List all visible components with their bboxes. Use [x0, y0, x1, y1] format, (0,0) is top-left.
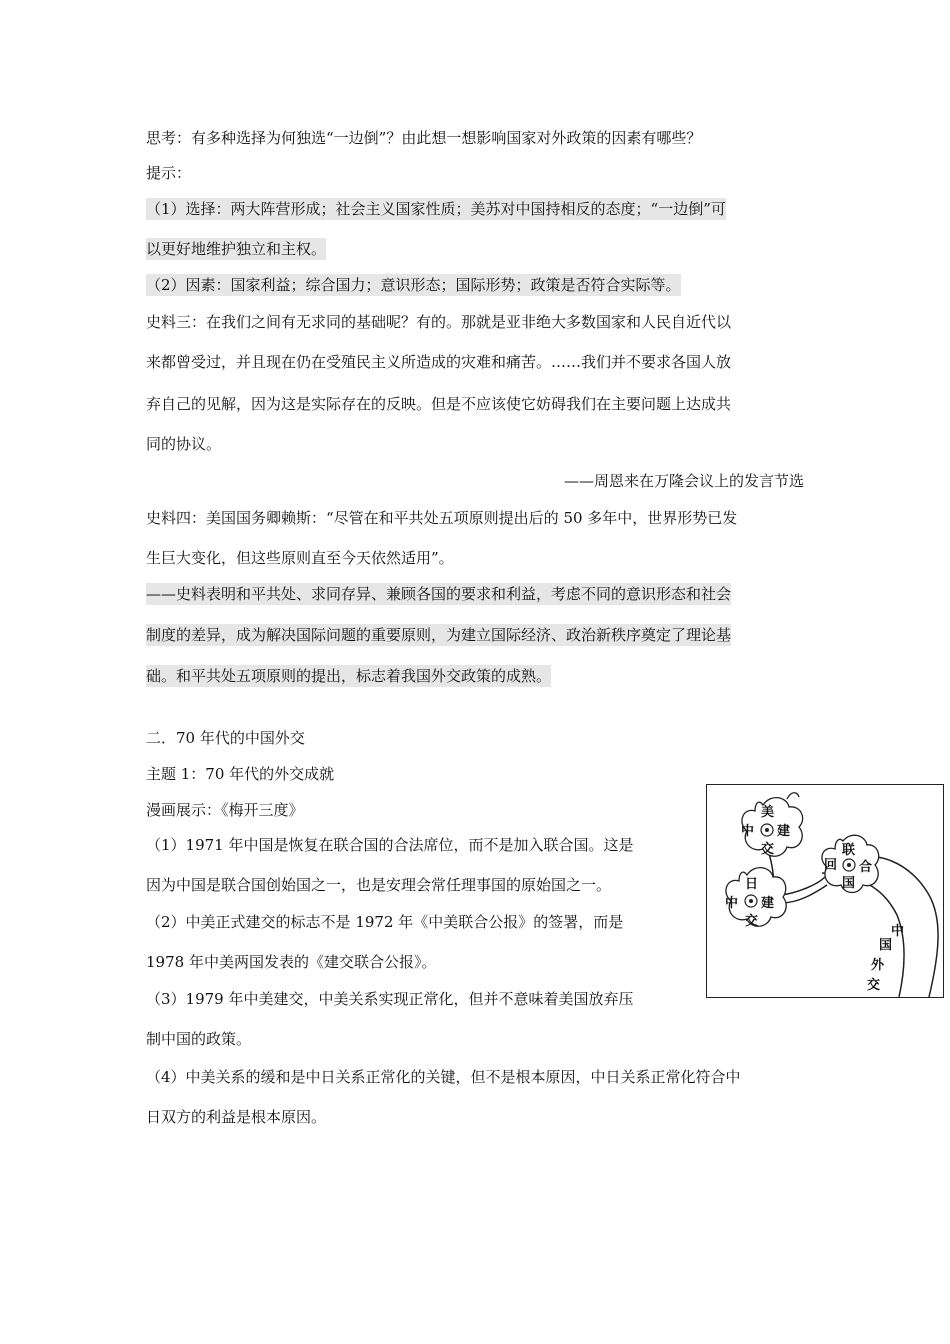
source-3-line-3: 弃自己的见解，因为这是实际存在的反映。但是不应该使它妨碍我们在主要问题上达成共 [146, 395, 732, 413]
branch-char-2: 国 [879, 938, 893, 953]
flower-us-left: 中 [741, 824, 755, 839]
flower-japan-top: 日 [745, 877, 759, 892]
flower-us-bottom: 交 [761, 842, 775, 857]
flower-japan-left: 中 [725, 896, 739, 911]
section-heading: 二．70 年代的中国外交 [146, 729, 305, 747]
branch-label [867, 923, 904, 993]
flower-us-top: 美 [761, 805, 775, 820]
branch-char-1: 中 [891, 924, 905, 939]
flower-un-left: 回 [824, 858, 838, 873]
flower-us-right: 建 [777, 824, 791, 839]
point-2-line-2: 1978 年中美两国发表的《建交联合公报》。 [146, 953, 437, 971]
flower-un-top: 联 [842, 843, 856, 858]
flower-japan-right: 建 [761, 896, 775, 911]
flower-un-right: 合 [859, 860, 873, 875]
point-1-line-2: 因为中国是联合国创始国之一，也是安理会常任理事国的原始国之一。 [146, 876, 612, 894]
point-3-line-1: （3）1979 年中美建交，中美关系实现正常化，但并不意味着美国放弃压 [146, 990, 634, 1008]
point-3-line-2: 制中国的政策。 [146, 1030, 252, 1048]
flower-un-bottom: 国 [842, 876, 856, 891]
point-2-line-1: （2）中美正式建交的标志不是 1972 年《中美联合公报》的签署，而是 [146, 913, 624, 931]
topic-heading: 主题 1：70 年代的外交成就 [146, 765, 335, 783]
source-3-line-4: 同的协议。 [146, 435, 222, 453]
flower-us [741, 793, 803, 857]
answer-1-line-1: （1）选择：两大阵营形成；社会主义国家性质；美苏对中国持相反的态度；“一边倒”可 [146, 200, 726, 218]
cartoon-caption: 漫画展示：《梅开三度》 [146, 801, 304, 819]
flower-un [822, 835, 879, 892]
flower-japan [725, 868, 786, 929]
conclusion-line-1: ——史料表明和平共处、求同存异、兼顾各国的要求和利益，考虑不同的意识形态和社会 [146, 585, 732, 603]
branch-char-4: 交 [867, 978, 881, 993]
flower-japan-bottom: 交 [745, 914, 759, 929]
branch-char-3: 外 [871, 958, 885, 973]
source-3-attribution: ——周恩来在万隆会议上的发言节选 [563, 472, 804, 490]
cartoon-drawing [707, 785, 943, 997]
source-3-line-2: 来都曾受过，并且现在仍在受殖民主义所造成的灾难和痛苦。……我们并不要求各国人放 [146, 353, 732, 371]
conclusion-line-2: 制度的差异，成为解决国际问题的重要原则，为建立国际经济、政治新秩序奠定了理论基 [146, 626, 732, 644]
plum-blossom-cartoon [706, 784, 944, 998]
answer-1-line-2: 以更好地维护独立和主权。 [146, 240, 327, 258]
answer-2: （2）因素：国家利益；综合国力；意识形态；国际形势；政策是否符合实际等。 [146, 276, 681, 294]
think-question: 思考：有多种选择为何独选“一边倒”？由此想一想影响国家对外政策的因素有哪些？ [146, 129, 702, 147]
conclusion-line-3: 础。和平共处五项原则的提出，标志着我国外交政策的成熟。 [146, 667, 552, 685]
point-1-line-1: （1）1971 年中国是恢复在联合国的合法席位，而不是加入联合国。这是 [146, 836, 634, 854]
point-4-line-2: 日双方的利益是根本原因。 [146, 1108, 327, 1126]
hint-label: 提示： [146, 164, 192, 182]
source-3-line-1: 史料三：在我们之间有无求同的基础呢？有的。那就是亚非绝大多数国家和人民自近代以 [146, 313, 732, 331]
source-4-line-1: 史料四：美国国务卿赖斯：“尽管在和平共处五项原则提出后的 50 多年中，世界形势已发 [146, 509, 738, 527]
point-4-line-1: （4）中美关系的缓和是中日关系正常化的关键，但不是根本原因，中日关系正常化符合中 [146, 1068, 741, 1086]
source-4-line-2: 生巨大变化，但这些原则直至今天依然适用”。 [146, 549, 454, 567]
